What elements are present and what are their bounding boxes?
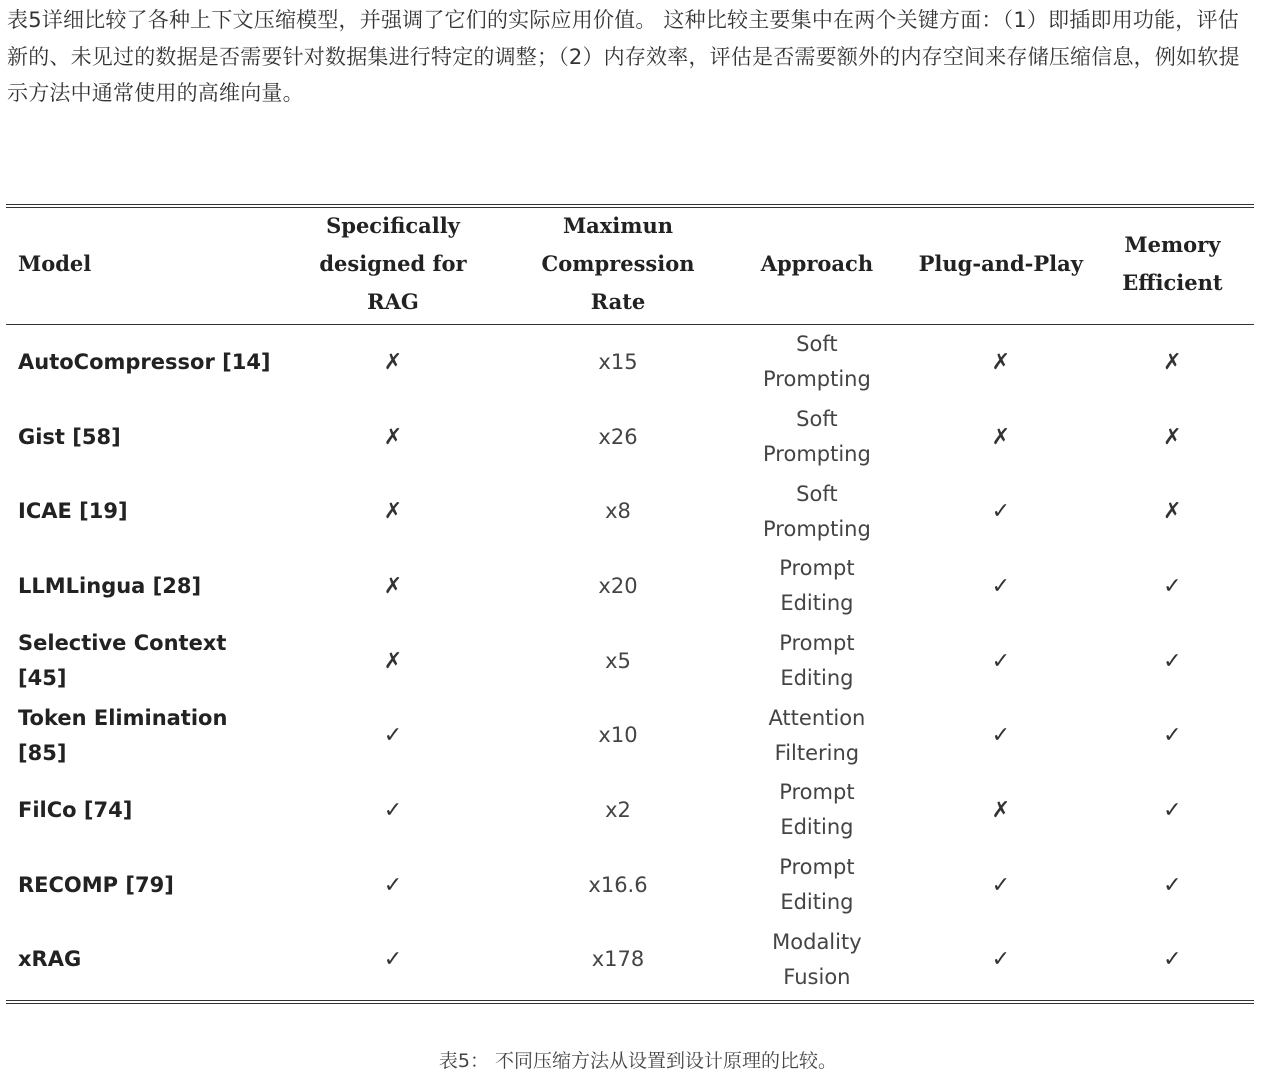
cell-model: LLMLingua [28] — [18, 573, 202, 598]
cell-plug-and-play: ✓ — [991, 723, 1011, 749]
cell-memory-efficient: ✓ — [1163, 872, 1182, 898]
table-caption: 表5： 不同压缩方法从设置到设计原理的比较。 — [438, 1050, 838, 1072]
cell-memory-efficient: ✓ — [1163, 797, 1182, 823]
cell-plug-and-play: ✓ — [991, 947, 1011, 973]
table-row — [6, 773, 1254, 848]
header-memory-efficient: Memory Efficient — [1122, 232, 1223, 295]
cell-approach: Modality Fusion — [772, 929, 862, 989]
header-compression: Maximun Compression Rate — [541, 213, 695, 314]
cell-model: Gist [58] — [18, 424, 121, 449]
cell-model: xRAG — [18, 947, 82, 972]
cell-plug-and-play: ✓ — [991, 648, 1011, 674]
header-model: Model — [18, 251, 92, 276]
cell-rag: ✓ — [383, 797, 403, 823]
cell-model: Selective Context [45] — [18, 631, 227, 691]
cell-compression-rate: x16.6 — [588, 872, 648, 897]
comparison-table — [6, 204, 1254, 997]
table-row — [6, 848, 1254, 923]
cell-rag: ✗ — [383, 648, 403, 674]
cell-memory-efficient: ✓ — [1163, 648, 1182, 674]
cell-model: AutoCompressor [14] — [18, 349, 271, 374]
table-row — [6, 400, 1254, 475]
cell-compression-rate: x8 — [605, 499, 631, 524]
cell-approach: Attention Filtering — [768, 705, 866, 765]
cell-rag: ✗ — [383, 573, 403, 599]
table-row — [6, 474, 1254, 549]
cell-compression-rate: x10 — [598, 723, 638, 748]
cell-approach: Prompt Editing — [779, 780, 855, 840]
cell-memory-efficient: ✗ — [1163, 349, 1182, 375]
cell-rag: ✗ — [383, 424, 403, 450]
cell-plug-and-play: ✓ — [991, 499, 1011, 525]
cell-plug-and-play: ✗ — [991, 424, 1011, 450]
table-row — [6, 698, 1254, 773]
cell-rag: ✗ — [383, 499, 403, 525]
cell-rag: ✗ — [383, 349, 403, 375]
table-row — [6, 325, 1254, 400]
table-row — [6, 549, 1254, 624]
cell-approach: Prompt Editing — [779, 631, 855, 691]
cell-compression-rate: x15 — [598, 349, 638, 374]
cell-rag: ✓ — [383, 723, 403, 749]
cell-model: FilCo [74] — [18, 797, 133, 822]
cell-memory-efficient: ✗ — [1163, 499, 1182, 525]
cell-rag: ✓ — [383, 947, 403, 973]
cell-approach: Soft Prompting — [763, 332, 871, 392]
cell-compression-rate: x2 — [605, 797, 631, 822]
cell-approach: Prompt Editing — [779, 855, 855, 915]
intro-paragraph: 表5详细比较了各种上下文压缩模型，并强调了它们的实际应用价值。 这种比较主要集中在两个关键方面：（1）即插即用功能，评估新的、未见过的数据是否需要针对数据集进行特定的调整；（2）内存效率，评估是否需要额外的内存空间来存储压缩信息，例如软提示方法中通常使用的高维向量。 — [7, 8, 1240, 105]
cell-approach: Prompt Editing — [779, 556, 855, 616]
cell-compression-rate: x20 — [598, 573, 638, 598]
header-approach: Approach — [760, 251, 874, 276]
table-row — [6, 624, 1254, 699]
cell-compression-rate: x178 — [591, 947, 645, 972]
header-plug-and-play: Plug-and-Play — [918, 251, 1083, 276]
cell-plug-and-play: ✓ — [991, 872, 1011, 898]
cell-memory-efficient: ✓ — [1163, 723, 1182, 749]
table-bottom-rule-2 — [6, 1003, 1254, 1004]
cell-memory-efficient: ✓ — [1163, 947, 1182, 973]
cell-memory-efficient: ✓ — [1163, 573, 1182, 599]
cell-approach: Soft Prompting — [763, 407, 871, 467]
cell-model: ICAE [19] — [18, 499, 128, 524]
table-bottom-rule — [6, 1000, 1254, 1001]
cell-plug-and-play: ✗ — [991, 797, 1011, 823]
header-rag: Specifically designed for RAG — [319, 213, 467, 314]
cell-plug-and-play: ✓ — [991, 573, 1011, 599]
cell-approach: Soft Prompting — [763, 481, 871, 541]
cell-compression-rate: x26 — [598, 424, 638, 449]
cell-model: RECOMP [79] — [18, 872, 174, 897]
cell-model: Token Elimination [85] — [18, 705, 228, 765]
cell-rag: ✓ — [383, 872, 403, 898]
cell-plug-and-play: ✗ — [991, 349, 1011, 375]
cell-compression-rate: x5 — [605, 648, 631, 673]
cell-memory-efficient: ✗ — [1163, 424, 1182, 450]
table-row — [6, 923, 1254, 998]
